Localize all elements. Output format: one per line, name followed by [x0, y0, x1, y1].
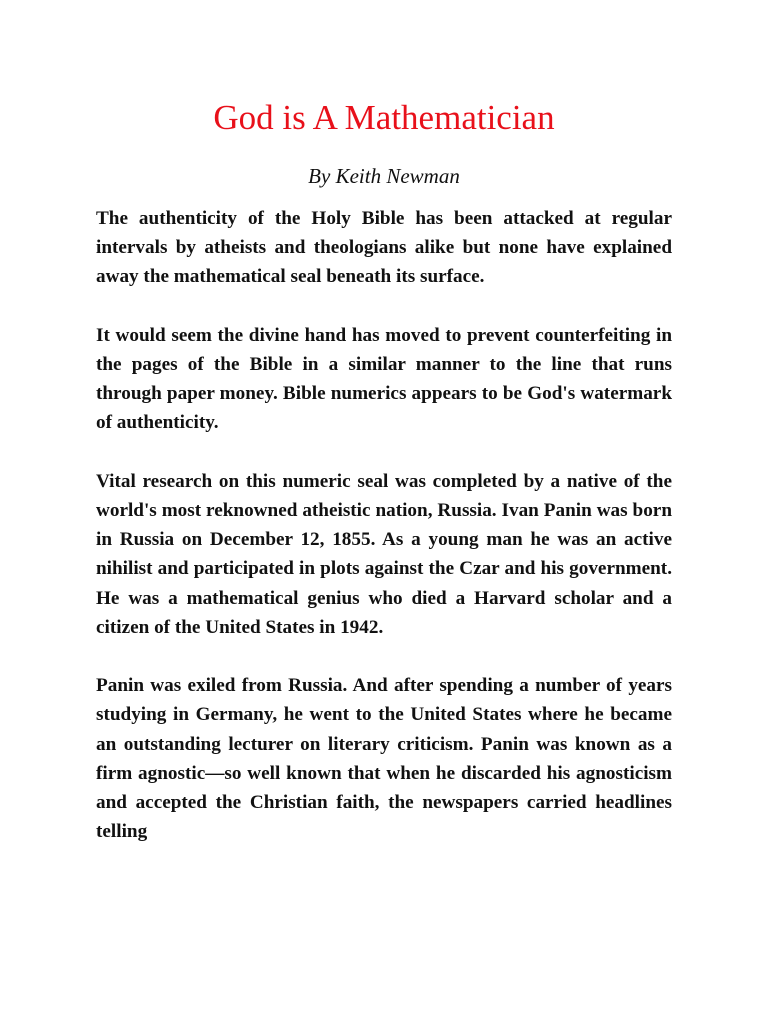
paragraph-1: The authenticity of the Holy Bible has been attacked at regular intervals by atheists and theologians alike but none have explained away the mathematical seal beneath its surface. — [96, 208, 672, 288]
author-byline: By Keith Newman — [308, 164, 460, 188]
article-body — [96, 204, 672, 846]
page-title: God is A Mathematician — [213, 98, 555, 137]
paragraph-2: It would seem the divine hand has moved to prevent counterfeiting in the pages of the Bible in a similar manner to the line that runs through paper money. Bible numerics appears to be God's watermark of authenticity. — [96, 324, 672, 434]
paragraph-3: Vital research on this numeric seal was completed by a native of the world's most reknowned atheistic nation, Russia. Ivan Panin was born in Russia on December 12, 1855. As a young man he was an active nihilist and participated in plots against the Czar and his government. He was a mathematical genius who died a Harvard scholar and a citizen of the United States in 1942. — [96, 470, 672, 638]
paragraph-4: Panin was exiled from Russia. And after spending a number of years studying in Germany, he went to the United States where he became an outstanding lecturer on literary criticism. Panin was known as a firm agnostic—so well known that when he discarded his agnosticism and accepted the Christian faith, the newspapers carried headlines telling — [96, 675, 672, 843]
